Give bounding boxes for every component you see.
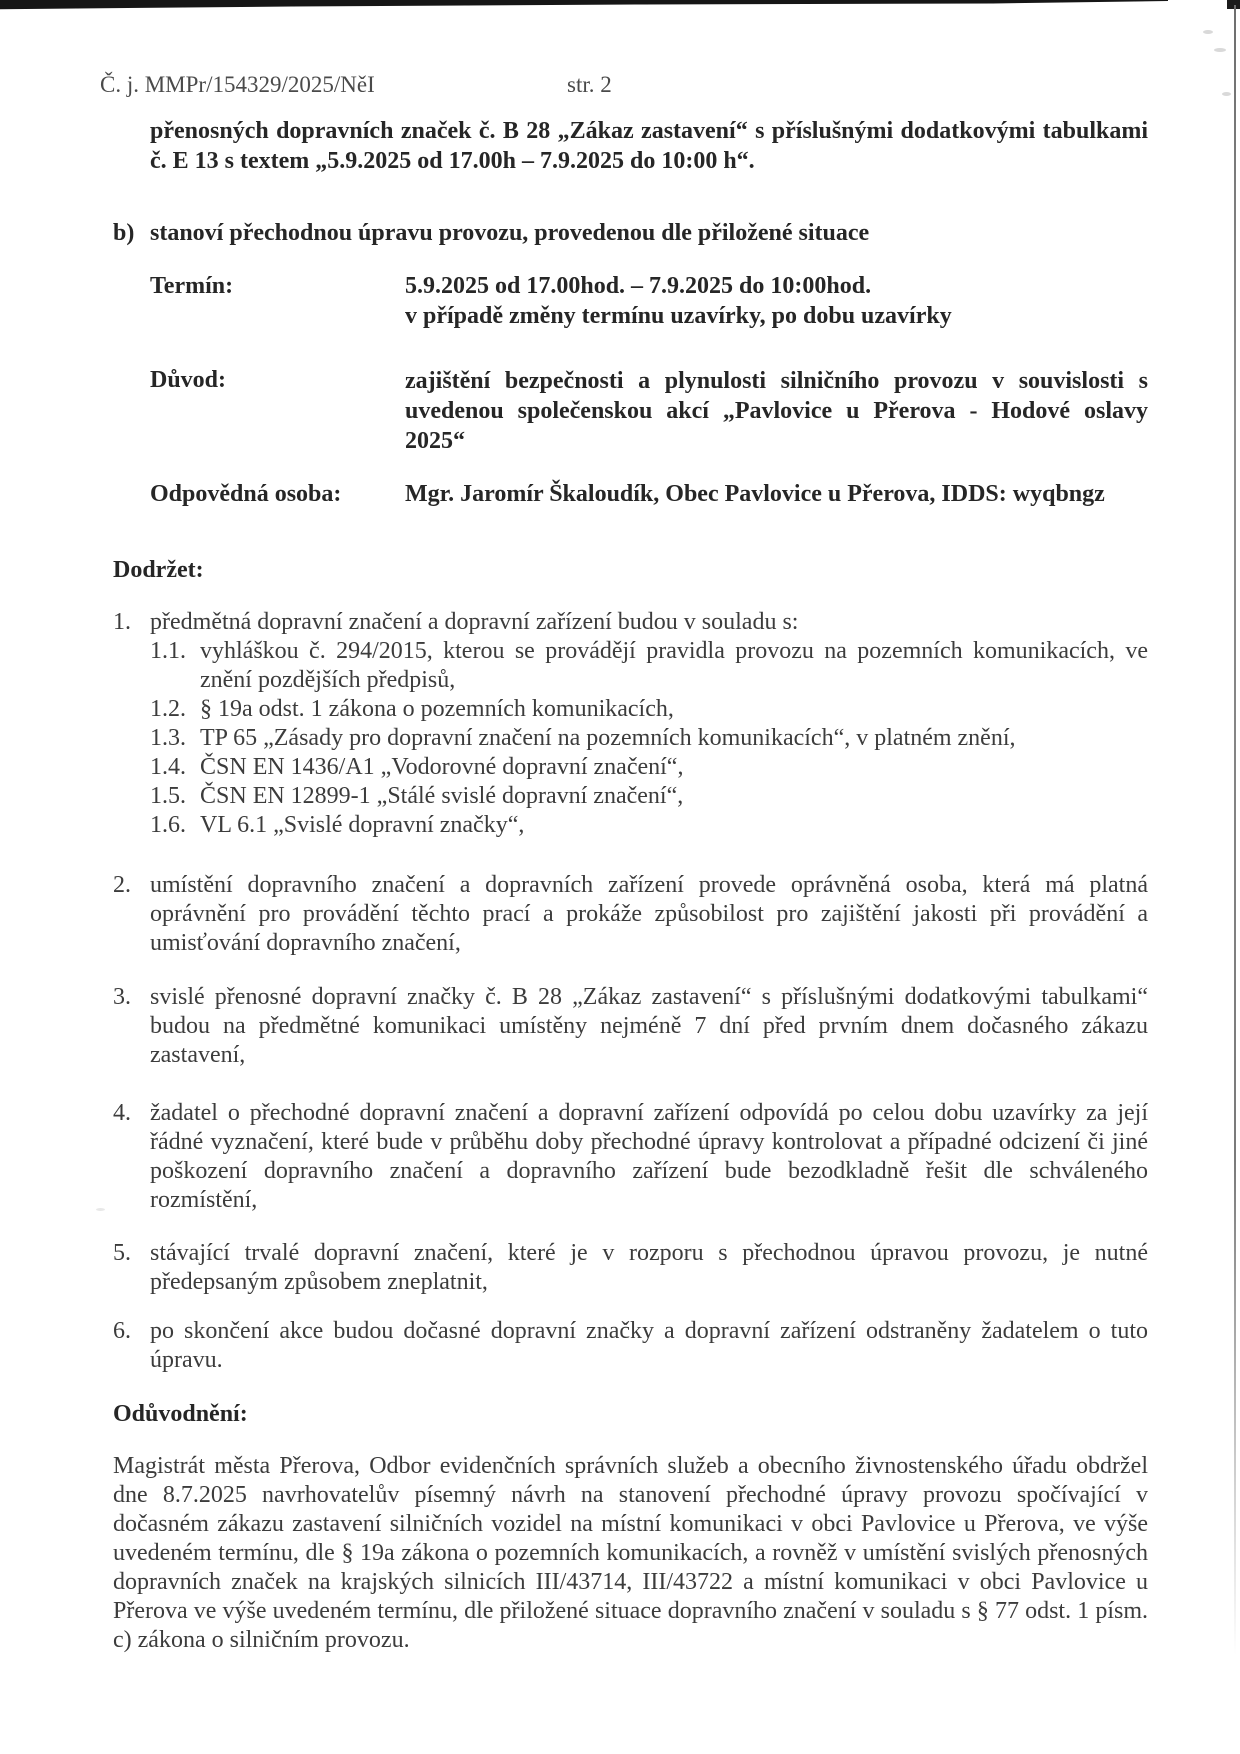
list-item-5 (113, 1239, 1148, 1297)
list-item-2-number: 2. (113, 872, 131, 898)
odpovedna-osoba-label: Odpovědná osoba: (150, 481, 342, 507)
sub-item-1-3 (150, 724, 1148, 753)
sub-item-1-4 (150, 753, 1148, 782)
list-item-3-number: 3. (113, 984, 131, 1010)
dodrzet-heading: Dodržet: (113, 557, 204, 583)
document-reference-number: Č. j. MMPr/154329/2025/NěI (100, 72, 375, 97)
duvod-value: zajištění bezpečnosti a plynulosti silničního provozu v souvislosti s uvedenou společenskou akcí „Pavlovice u Přerova - Hodové oslavy 2025“ (405, 368, 1148, 454)
oduvodneni-paragraph: Magistrát města Přerova, Odbor evidenčních správních služeb a obecního živnostenského úřadu obdržel dne 8.7.2025 navrhovatelův písemný návrh na stanovení přechodné úpravy provozu spočívající v dočasném zákazu zastavení silničních vozidel na místní komunikaci v obci Pavlovice u Přerova, ve výše uvedeném termínu, dle § 19a zákona o pozemních komunikacích, a rovněž v umístění svislých přenosných dopravních značek na krajských silnicích III/43714, III/43722 a místní komunikaci v obci Pavlovice u Přerova ve výše uvedeném termínu, dle přiložené situace dopravního značení v souladu s § 77 odst. 1 písm. c) zákona o silničním provozu. (113, 1453, 1148, 1653)
termin-value-line1: 5.9.2025 od 17.00hod. – 7.9.2025 do 10:00hod. (405, 273, 872, 299)
odpovedna-osoba-value: Mgr. Jaromír Škaloudík, Obec Pavlovice u Přerova, IDDS: wyqbngz (405, 481, 1105, 507)
sub-item-1-4-text: ČSN EN 1436/A1 „Vodorovné dopravní značení“, (200, 754, 684, 780)
point-b-marker: b) (113, 220, 135, 246)
list-item-6-text: po skončení akce budou dočasné dopravní značky a dopravní zařízení odstraněny žadatelem o tuto úpravu. (150, 1318, 1148, 1373)
list-item-6-number: 6. (113, 1318, 131, 1344)
sub-item-1-1-number: 1.1. (150, 638, 186, 664)
scan-artifact-top-bar (0, 0, 1168, 10)
sub-item-1-6-number: 1.6. (150, 812, 186, 838)
list-item-4-number: 4. (113, 1100, 131, 1126)
sub-item-1-6 (150, 811, 1148, 840)
list-item-2 (113, 871, 1148, 958)
scan-artifact-smudge (96, 1208, 105, 1211)
sub-item-1-4-number: 1.4. (150, 754, 186, 780)
scan-artifact-smudge (1203, 30, 1213, 34)
conditions-list (113, 608, 1148, 1375)
list-item-3-text: svislé přenosné dopravní značky č. B 28 „Zákaz zastavení“ s příslušnými dodatkovými tabulkami“ budou na předmětné komunikaci umístěny nejméně 7 dní před prvním dnem dočasného zákazu zastavení, (150, 984, 1148, 1068)
list-item-4-text: žadatel o přechodné dopravní značení a dopravní zařízení odpovídá po celou dobu uzavírky za její řádné vyznačení, které bude v průběhu doby přechodné úpravy kontrolovat a případné odcizení či jiné poškození dopravního značení a dopravního zařízení bude bezodkladně řešit dle schváleného rozmístění, (150, 1100, 1148, 1213)
oduvodneni-heading: Odůvodnění: (113, 1401, 248, 1427)
sub-item-1-1-text: vyhláškou č. 294/2015, kterou se provádějí pravidla provozu na pozemních komunikacích, ve znění pozdějších předpisů, (200, 638, 1148, 693)
termin-label: Termín: (150, 273, 234, 299)
list-item-5-number: 5. (113, 1240, 131, 1266)
sub-item-1-3-text: TP 65 „Zásady pro dopravní značení na pozemních komunikacích“, v platném znění, (200, 725, 1016, 751)
scan-artifact-smudge (1214, 48, 1226, 52)
sub-item-1-6-text: VL 6.1 „Svislé dopravní značky“, (200, 812, 525, 838)
list-item-6 (113, 1317, 1148, 1375)
duvod-label: Důvod: (150, 367, 227, 393)
sub-item-1-2-text: § 19a odst. 1 zákona o pozemních komunikacích, (200, 696, 674, 722)
sub-item-1-5-number: 1.5. (150, 783, 186, 809)
list-item-1-number: 1. (113, 609, 131, 635)
list-item-4 (113, 1099, 1148, 1215)
scan-artifact-smudge (1222, 92, 1231, 96)
sub-list (150, 637, 1148, 840)
sub-item-1-2 (150, 695, 1148, 724)
sub-item-1-2-number: 1.2. (150, 696, 186, 722)
list-item-1-text: předmětná dopravní značení a dopravní zařízení budou v souladu s: (150, 609, 799, 635)
list-item-5-text: stávající trvalé dopravní značení, které je v rozporu s přechodnou úpravou provozu, je nutné předepsaným způsobem zneplatnit, (150, 1240, 1148, 1295)
sub-item-1-3-number: 1.3. (150, 725, 186, 751)
list-item-1 (113, 608, 1148, 637)
point-b-text: stanoví přechodnou úpravu provozu, provedenou dle přiložené situace (150, 220, 870, 246)
point-b (113, 219, 1148, 248)
sub-item-1-5 (150, 782, 1148, 811)
page-number: str. 2 (567, 72, 612, 97)
intro-paragraph: přenosných dopravních značek č. B 28 „Zákaz zastavení“ s příslušnými dodatkovými tabulkami č. E 13 s textem „5.9.2025 od 17.00h – 7.9.2025 do 10:00 h“. (150, 118, 1148, 174)
scan-artifact-right-edge-line (1234, 5, 1236, 1655)
termin-value-line2: v případě změny termínu uzavírky, po dobu uzavírky (405, 303, 952, 329)
sub-item-1-5-text: ČSN EN 12899-1 „Stálé svislé dopravní značení“, (200, 783, 684, 809)
list-item-2-text: umístění dopravního značení a dopravních zařízení provede oprávněná osoba, která má platná oprávnění pro provádění těchto prací a prokáže způsobilost pro zajištění jakosti při provádění a umisťování dopravního značení, (150, 872, 1148, 956)
list-item-3 (113, 983, 1148, 1070)
sub-item-1-1 (150, 637, 1148, 695)
